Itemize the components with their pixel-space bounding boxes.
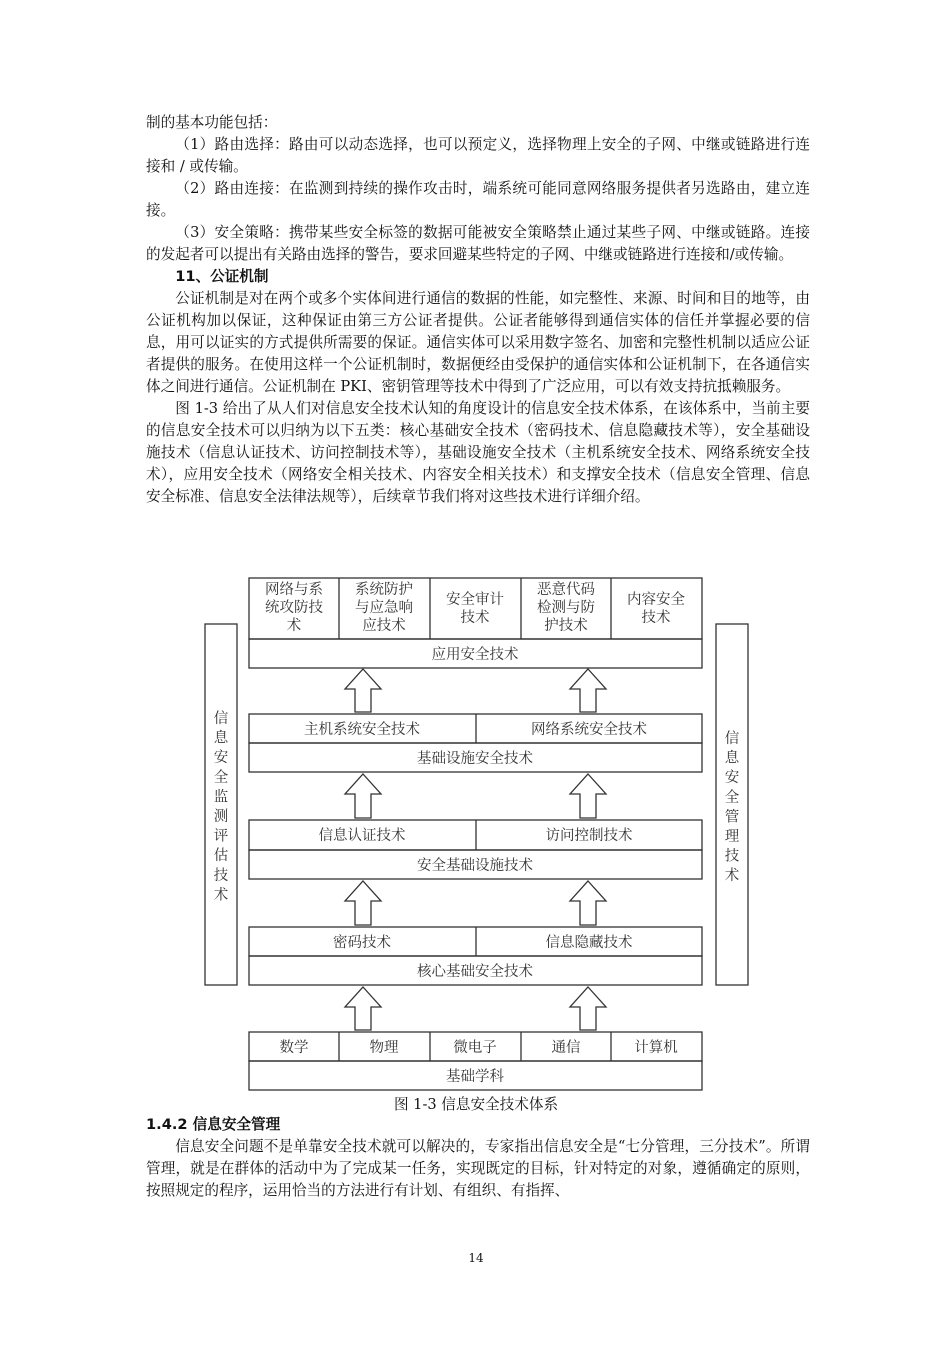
paragraph: 制的基本功能包括： bbox=[146, 114, 278, 131]
up-arrow-icon bbox=[345, 669, 381, 712]
secinfra-cell: 信息认证技术 bbox=[318, 828, 406, 844]
foundation-cell: 微电子 bbox=[453, 1040, 497, 1056]
app-cell-line: 术 bbox=[286, 618, 302, 634]
foundation-cell: 数学 bbox=[279, 1040, 309, 1056]
up-arrow-icon bbox=[345, 987, 381, 1030]
foundation-base-label: 基础学科 bbox=[446, 1069, 504, 1085]
foundation-cell: 通信 bbox=[551, 1040, 581, 1056]
core-cell: 信息隐藏技术 bbox=[545, 935, 633, 951]
paragraph: 信息安全问题不是单靠安全技术就可以解决的，专家指出信息安全是“七分管理，三分技术”。所谓管理，就是在群体的活动中为了完成某一任务，实现既定的目标，针对特定的对象，遵循确定的原则，按照规定的程序，运用恰当的方法进行有计划、有组织、有指挥、 bbox=[146, 1138, 810, 1199]
app-cell-line: 技术 bbox=[460, 610, 490, 626]
app-cell-line: 网络与系 bbox=[265, 582, 323, 598]
app-cell-line: 内容安全 bbox=[627, 592, 685, 608]
app-cell-line: 技术 bbox=[641, 610, 671, 626]
app-cell-line: 应技术 bbox=[362, 618, 406, 634]
app-cell-line: 与应急响 bbox=[355, 600, 413, 616]
up-arrow-icon bbox=[345, 881, 381, 925]
core-cell: 密码技术 bbox=[333, 935, 391, 951]
app-cell-line: 护技术 bbox=[544, 618, 588, 634]
up-arrow-icon bbox=[570, 669, 606, 712]
paragraph: 公证机制是对在两个或多个实体间进行通信的数据的性能，如完整性、来源、时间和目的地等，由公证机构加以保证，这种保证由第三方公证者提供。公证者能够得到通信实体的信任并掌握必要的信息，用可以证实的方式提供所需要的保证。通信实体可以采用数字签名、加密和完整性机制以适应公证者提供的服务。在使用这样一个公证机制时，数据便经由受保护的通信实体和公证机制下，在各通信实体之间进行通信。公证机制在 PKI、密钥管理等技术中得到了广泛应用，可以有效支持抗抵赖服务。 bbox=[146, 290, 810, 395]
bottom-text-block bbox=[146, 1114, 810, 1202]
figure-caption: 图 1-3 信息安全技术体系 bbox=[393, 1096, 559, 1113]
paragraph: （2）路由连接：在监测到持续的操作攻击时，端系统可能同意网络服务提供者另选路由，建立连接。 bbox=[146, 180, 810, 219]
page-number: 14 bbox=[468, 1251, 484, 1265]
infra-cell: 网络系统安全技术 bbox=[531, 722, 647, 738]
up-arrow-icon bbox=[345, 774, 381, 818]
app-cell-line: 恶意代码 bbox=[537, 582, 595, 598]
subsection-heading: 11、公证机制 bbox=[175, 268, 269, 285]
secinfra-cell: 访问控制技术 bbox=[545, 828, 633, 844]
up-arrow-icon bbox=[570, 774, 606, 818]
core-base-label: 核心基础安全技术 bbox=[417, 964, 533, 980]
paragraph: （1）路由选择：路由可以动态选择，也可以预定义，选择物理上安全的子网、中继或链路进行连接和 / 或传输。 bbox=[146, 136, 810, 175]
up-arrow-icon bbox=[570, 987, 606, 1030]
app-base-label: 应用安全技术 bbox=[431, 647, 519, 663]
paragraph: （3）安全策略：携带某些安全标签的数据可能被安全策略禁止通过某些子网、中继或链路。连接的发起者可以提出有关路由选择的警告，要求回避某些特定的子网、中继或链路进行连接和/或传输。 bbox=[146, 224, 810, 263]
app-cell-line: 统攻防技 bbox=[265, 600, 323, 616]
up-arrow-icon bbox=[570, 881, 606, 925]
right-side-label: 信息安全管理技术 bbox=[724, 731, 740, 885]
infra-base-label: 基础设施安全技术 bbox=[417, 751, 533, 767]
left-side-label: 信息安全监测评估技术 bbox=[213, 711, 229, 904]
infra-cell: 主机系统安全技术 bbox=[304, 722, 420, 738]
app-cell-line: 安全审计 bbox=[446, 592, 504, 608]
secinfra-base-label: 安全基础设施技术 bbox=[417, 858, 533, 874]
app-cell-line: 检测与防 bbox=[537, 600, 595, 616]
foundation-cell: 计算机 bbox=[634, 1040, 678, 1056]
app-cell-line: 系统防护 bbox=[355, 582, 413, 598]
paragraph: 图 1-3 给出了从人们对信息安全技术认知的角度设计的信息安全技术体系，在该体系中，当前主要的信息安全技术可以归纳为以下五类：核心基础安全技术（密码技术、信息隐藏技术等），安全基础设施技术（信息认证技术、访问控制技术等），基础设施安全技术（主机系统安全技术、网络系统安全技术），应用安全技术（网络安全相关技术、内容安全相关技术）和支撑安全技术（信息安全管理、信息安全标准、信息安全法律法规等），后续章节我们将对这些技术进行详细介绍。 bbox=[146, 400, 810, 505]
foundation-cell: 物理 bbox=[369, 1040, 399, 1056]
section-heading: 1.4.2 信息安全管理 bbox=[146, 1116, 281, 1133]
